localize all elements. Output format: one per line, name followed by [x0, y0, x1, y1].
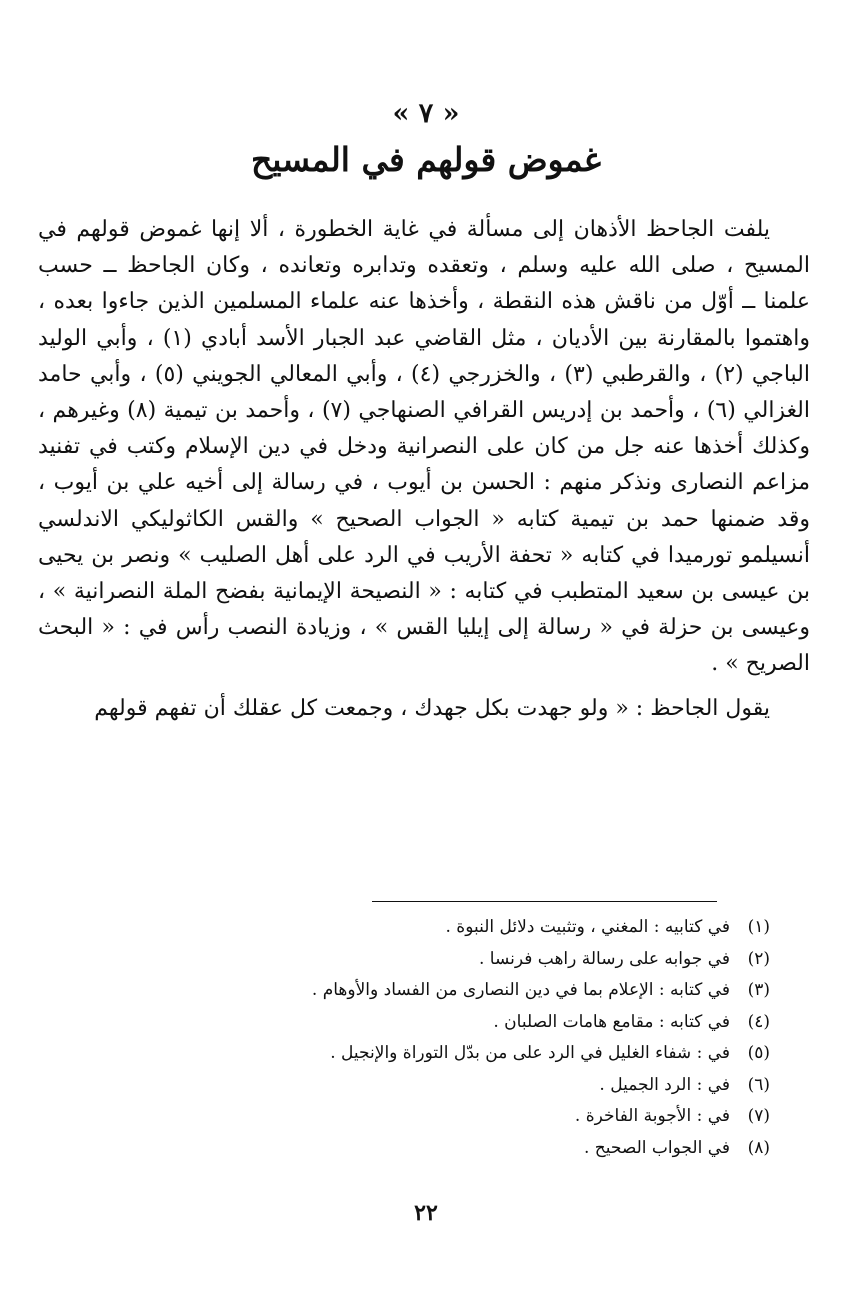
footnote-separator: [372, 901, 717, 902]
page-number: ٢٢: [414, 1200, 438, 1226]
footnote-item: [130, 912, 770, 944]
footnote-number: (٢): [747, 948, 770, 969]
footnote-item: [130, 1133, 770, 1165]
footnote-text: في جوابه على رسالة راهب فرنسا .: [478, 948, 730, 969]
footnote-number: (٨): [747, 1137, 770, 1158]
footnote-number: (٧): [747, 1106, 770, 1126]
footnote-item: [130, 975, 770, 1007]
footnote-item: [130, 944, 770, 976]
paragraph-2: يقول الجاحظ : « ولو جهدت بكل جهدك ، وجمعت كل عقلك أن تفهم قولهم: [94, 695, 770, 721]
footnote-number: (٣): [747, 980, 770, 1000]
footnote-text: في : الرد الجميل .: [599, 1074, 730, 1095]
footnote-number: (٦): [747, 1074, 770, 1095]
chapter-title: غموض قولهم في المسيح: [250, 140, 602, 179]
footnote-text: في كتابيه : المغني ، وتثبيت دلائل النبوة .: [445, 917, 730, 937]
footnote-number: (٥): [747, 1043, 770, 1063]
footnote-item: [130, 1007, 770, 1039]
footnote-item: [130, 1038, 770, 1070]
footnote-number: (١): [747, 917, 770, 937]
footnote-text: في كتابه : مقامع هامات الصلبان .: [493, 1011, 730, 1032]
footnote-text: في : شفاء الغليل في الرد على من بدّل التوراة والإنجيل .: [330, 1043, 730, 1063]
paragraph-1: يلفت الجاحظ الأذهان إلى مسألة في غاية الخطورة ، ألا إنها غموض قولهم في المسيح ، صلى الله عليه وسلم ، وتعقده وتدابره وتعانده ، وكان الجاحظ ــ حسب علمنا ــ أوّل من ناقش هذه النقطة ، وأخذها عنه علماء المسلمين الذين جاءوا بعده ، واهتموا بالمقارنة بين الأديان ، مثل القاضي عبد الجبار الأسد أبادي (١) ، وأبي الوليد الباجي (٢) ، والقرطبي (٣) ، والخزرجي (٤) ، وأبي المعالي الجويني (٥) ، وأبي حامد الغزالي (٦) ، وأحمد بن إدريس القرافي الصنهاجي (٧) ، وأحمد بن تيمية (٨) وغيرهم ، وكذلك أخذها عنه جل من كان على النصرانية ودخل في دين الإسلام وكتب في تفنيد مزاعم النصارى ونذكر منهم : الحسن بن أيوب ، في رسالة إلى أخيه علي بن أيوب ، وقد ضمنها حمد بن تيمية كتابه « الجواب الصحيح » والقس الكاثوليكي الاندلسي أنسيلمو تورميدا في كتابه « تحفة الأريب في الرد على أهل الصليب » ونصر بن يحيى بن عيسى بن سعيد المتطبب في كتابه : « النصيحة الإيمانية بفضح الملة النصرانية » ، وعيسى بن حزلة في « رسالة إلى إيليا القس » ، وزيادة النصب رأس في : « البحث الصريح » .: [38, 217, 810, 677]
body-text: [38, 212, 810, 727]
footnotes-list: [130, 912, 770, 1164]
footnote-text: في كتابه : الإعلام بما في دين النصارى من الفساد والأوهام .: [311, 980, 730, 1000]
footnote-item: [130, 1070, 770, 1102]
footnote-text: في الجواب الصحيح .: [583, 1137, 730, 1158]
footnote-item: [130, 1101, 770, 1133]
chapter-number: « ٧ »: [392, 98, 460, 129]
footnote-number: (٤): [747, 1011, 770, 1032]
footnote-text: في : الأجوبة الفاخرة .: [574, 1106, 730, 1126]
